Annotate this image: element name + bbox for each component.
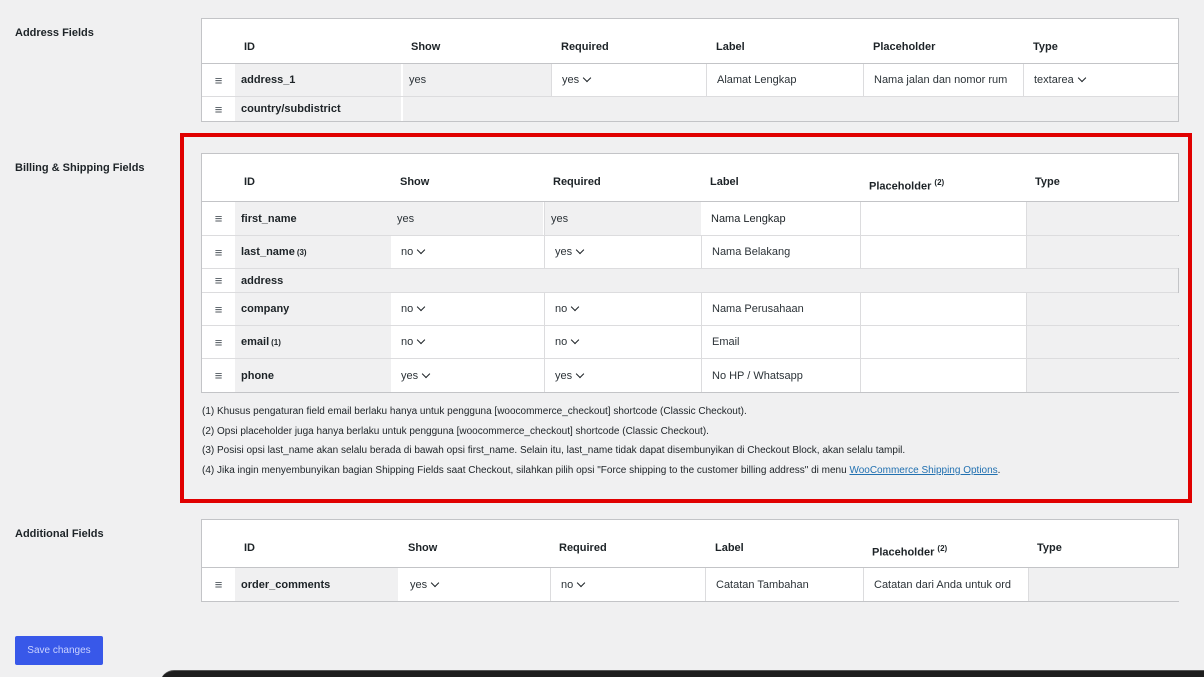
field-id: last_name (3) xyxy=(235,236,391,268)
drag-handle-icon[interactable]: ≡ xyxy=(214,211,223,226)
chevron-down-icon xyxy=(431,578,439,586)
field-id: first_name xyxy=(235,202,391,235)
show-select[interactable] xyxy=(400,568,550,601)
footnote-2: (2) Opsi placeholder juga hanya berlaku untuk pengguna [woocommerce_checkout] shortcode (Classic Checkout). xyxy=(202,425,709,437)
drag-handle-icon[interactable]: ≡ xyxy=(214,72,223,88)
label-input[interactable]: Nama Belakang xyxy=(701,236,860,268)
drag-handle-icon[interactable]: ≡ xyxy=(214,244,223,260)
footnote-marker: (3) xyxy=(296,247,307,257)
chevron-down-icon xyxy=(583,74,591,82)
show-value: yes xyxy=(403,64,551,96)
footnote-marker: (2) xyxy=(937,544,948,553)
header-id: ID xyxy=(244,176,255,188)
required-select-value: yes xyxy=(555,369,573,382)
field-id: address_1 xyxy=(235,64,401,96)
header-show: Show xyxy=(408,542,438,554)
section-label-billing: Billing & Shipping Fields xyxy=(15,162,145,174)
show-select-value: yes xyxy=(410,578,428,591)
table-header xyxy=(202,19,1178,64)
footnote-marker: (2) xyxy=(934,178,945,187)
type-cell xyxy=(1028,568,1180,601)
header-type: Type xyxy=(1037,542,1062,554)
label-input[interactable]: Email xyxy=(701,326,860,358)
required-value: yes xyxy=(544,202,701,235)
header-required: Required xyxy=(553,176,601,188)
highlight-box xyxy=(180,133,1192,503)
footnote-3: (3) Posisi opsi last_name akan selalu berada di bawah opsi first_name. Selain itu, last_name tidak dapat disembunyikan di Checkout Block, akan selalu tampil. xyxy=(202,445,906,456)
label-input[interactable]: Nama Perusahaan xyxy=(701,293,860,325)
header-type: Type xyxy=(1035,176,1060,188)
required-select-value: no xyxy=(561,578,574,591)
drag-handle-icon[interactable]: ≡ xyxy=(214,301,223,317)
section-label-additional: Additional Fields xyxy=(15,528,104,540)
header-placeholder: Placeholder xyxy=(873,41,936,53)
placeholder-input[interactable]: Nama jalan dan nomor rum xyxy=(863,64,1023,96)
field-id: phone xyxy=(235,359,391,392)
header-placeholder: Placeholder $^{(2)}$ xyxy=(872,544,948,559)
label-input[interactable]: Catatan Tambahan xyxy=(705,568,863,601)
header-label: Label xyxy=(715,542,744,554)
section-label-address: Address Fields xyxy=(15,27,94,39)
additional-fields-table xyxy=(201,519,1179,602)
header-type: Type xyxy=(1033,41,1058,53)
required-select-value: yes xyxy=(562,74,580,86)
show-select-value: no xyxy=(401,303,414,315)
field-id: country/subdistrict xyxy=(235,97,401,121)
show-select-value: no xyxy=(401,246,414,258)
required-select-value: no xyxy=(555,336,568,348)
footnote-marker: (1) xyxy=(271,337,281,347)
drag-handle-icon[interactable]: ≡ xyxy=(214,334,223,350)
field-id: company xyxy=(235,293,391,325)
table-row xyxy=(202,97,1178,121)
placeholder-input[interactable]: Catatan dari Anda untuk ord xyxy=(863,568,1028,601)
required-select[interactable] xyxy=(550,568,705,601)
field-id: email (1) xyxy=(235,326,391,358)
disabled-cells xyxy=(403,97,1178,121)
table-row xyxy=(202,568,1178,601)
dock-bar xyxy=(160,670,1204,677)
drag-handle-icon[interactable]: ≡ xyxy=(214,273,223,288)
footnote-4: (4) Jika ingin menyembunyikan bagian Shipping Fields saat Checkout, silahkan pilih opsi "Force shipping to the customer billing address" di menu WooCommerce Shipping Options. xyxy=(202,464,1001,476)
label-input[interactable]: No HP / Whatsapp xyxy=(701,359,860,392)
header-placeholder: Placeholder $^{(2)}$ xyxy=(869,178,945,193)
field-id: order_comments xyxy=(235,568,398,601)
footnote-1: (1) Khusus pengaturan field email berlaku hanya untuk pengguna [woocommerce_checkout] shortcode (Classic Checkout). xyxy=(202,406,747,417)
label-input[interactable]: Nama Lengkap xyxy=(711,212,786,225)
drag-handle-icon[interactable]: ≡ xyxy=(214,368,223,383)
header-id: ID xyxy=(244,41,255,53)
type-select[interactable] xyxy=(1023,64,1180,96)
header-label: Label xyxy=(716,41,745,53)
header-label: Label xyxy=(710,176,739,188)
header-show: Show xyxy=(400,176,430,188)
header-required: Required xyxy=(559,542,607,554)
header-id: ID xyxy=(244,542,255,554)
show-select-value: no xyxy=(401,336,414,348)
label-input[interactable]: Alamat Lengkap xyxy=(706,64,863,96)
header-required: Required xyxy=(561,41,609,53)
drag-handle-icon[interactable]: ≡ xyxy=(214,577,223,592)
show-select-value: yes xyxy=(401,369,419,382)
drag-handle-icon[interactable]: ≡ xyxy=(214,101,223,117)
required-select-value: no xyxy=(555,303,568,315)
show-value: yes xyxy=(391,202,543,235)
required-select-value: yes xyxy=(555,246,573,258)
save-changes-button[interactable]: Save changes xyxy=(15,636,103,665)
field-id: address xyxy=(235,269,391,292)
woocommerce-shipping-options-link[interactable]: WooCommerce Shipping Options xyxy=(849,464,998,476)
chevron-down-icon xyxy=(1078,74,1086,82)
type-select-value: textarea xyxy=(1034,74,1074,86)
table-row xyxy=(202,64,1178,97)
chevron-down-icon xyxy=(577,578,585,586)
address-fields-table xyxy=(201,18,1179,122)
header-show: Show xyxy=(411,41,441,53)
table-header xyxy=(202,520,1178,568)
required-select[interactable] xyxy=(551,64,706,96)
